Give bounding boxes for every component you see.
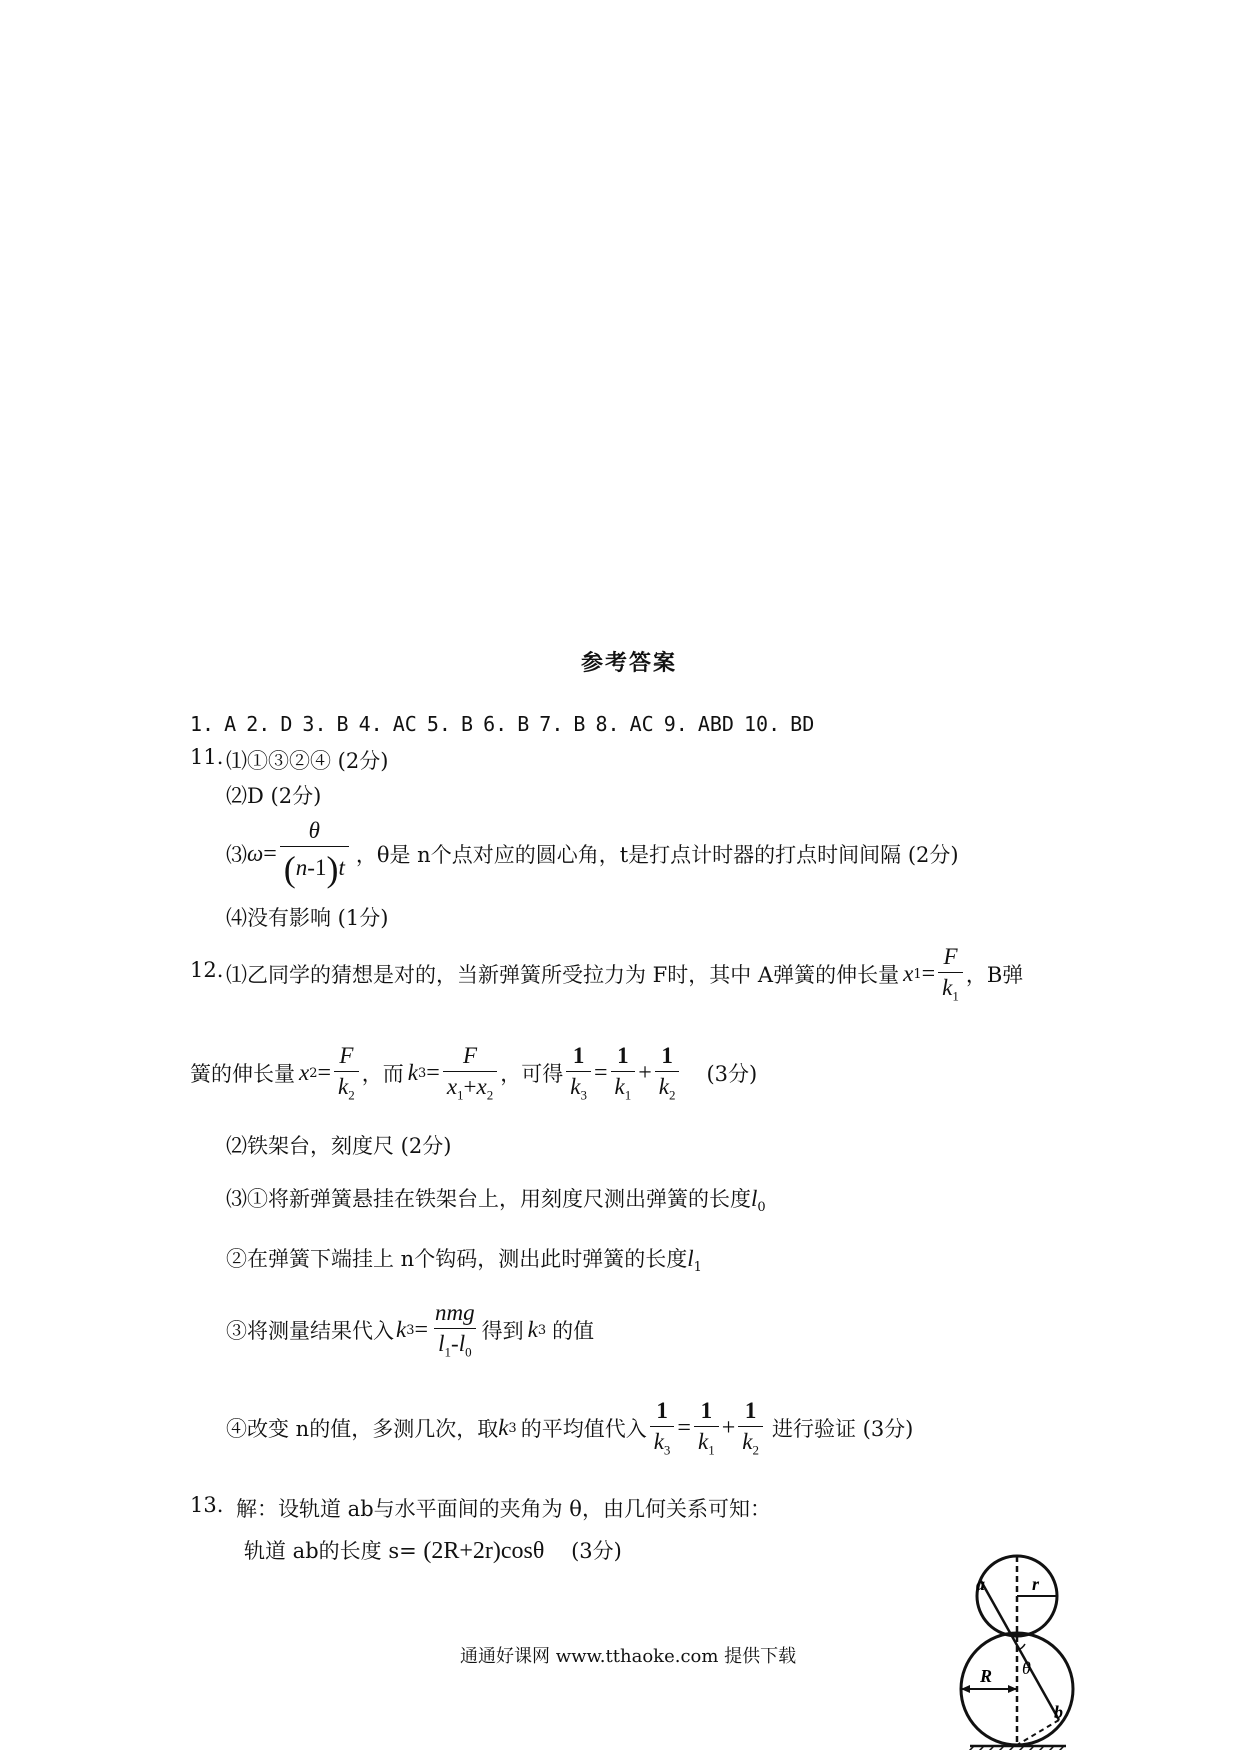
track-diagram bbox=[950, 1550, 1090, 1750]
q12-part1: ⑴乙同学的猜想是对的，当新弹簧所受拉力为 F时，其中 A弹簧的伸长量 x 1 = $\frac{F}{k_1}$ ，B弹 bbox=[226, 944, 1024, 1005]
label-R: R bbox=[980, 1666, 993, 1686]
inv-k3-fraction: $\frac{1}{k_3}$ bbox=[566, 1043, 591, 1104]
track-ab bbox=[981, 1581, 1059, 1720]
label-b: b bbox=[1054, 1702, 1063, 1722]
q12-part1-text: ⑴乙同学的猜想是对的，当新弹簧所受拉力为 F时，其中 A弹簧的伸长量 bbox=[226, 963, 900, 988]
q12-step2: ②在弹簧下端挂上 n个钩码，测出此时弹簧的长度$l_1$ bbox=[226, 1246, 702, 1276]
label-a: a bbox=[976, 1574, 985, 1594]
q12-part1b-mid1: ，而 bbox=[361, 1062, 404, 1087]
q12-part1b-mid2: ，可得 bbox=[500, 1062, 564, 1087]
q13-line2-score: (3分) bbox=[571, 1539, 622, 1563]
q11-label: 11. bbox=[190, 745, 224, 769]
q12-part1b-score: (3分) bbox=[706, 1062, 758, 1087]
nmg-fraction: $\frac{\text{nmg}}{l_1-l_0}$ bbox=[435, 1300, 475, 1361]
q12-part1-tail: ，B弹 bbox=[965, 963, 1024, 988]
q12-step1: ⑶①将新弹簧悬挂在铁架台上，用刻度尺测出弹簧的长度$l_0$ bbox=[226, 1186, 766, 1216]
theta-numerator: θ bbox=[308, 818, 320, 843]
q11-part1: ⑴①③②④ (2分) bbox=[226, 749, 389, 773]
R-arrow-right bbox=[1008, 1685, 1017, 1693]
q11-part2: ⑵D (2分) bbox=[226, 784, 322, 808]
q11-part3-prefix: ⑶ bbox=[226, 843, 247, 868]
q12-step4-pre: ④改变 n的值，多测几次，取 bbox=[226, 1417, 499, 1442]
inv-k2-fraction: $\frac{1}{k_2}$ bbox=[655, 1043, 680, 1104]
q11-part3-text: θ是 n个点对应的圆心角，t是打点计时器的打点时间间隔 (2分) bbox=[376, 843, 959, 868]
inv-k2-fraction-2: $\frac{1}{k_2}$ bbox=[738, 1398, 763, 1459]
q12-part2: ⑵铁架台，刻度尺 (2分) bbox=[226, 1134, 452, 1158]
q13-label: 13. bbox=[190, 1493, 224, 1517]
q12-part1b-text: 簧的伸长量 bbox=[190, 1062, 295, 1087]
q13-length-expression: (2R+2r)cosθ bbox=[423, 1538, 545, 1564]
omega-denominator: (n-1)t bbox=[280, 846, 349, 890]
q13-line1: 解：设轨道 ab与水平面间的夹角为 θ，由几何关系可知： bbox=[236, 1497, 771, 1521]
q12-step4-post: 进行验证 (3分) bbox=[771, 1417, 914, 1442]
q12-step2-text: ②在弹簧下端挂上 n个钩码，测出此时弹簧的长度 bbox=[226, 1247, 688, 1271]
page-title: 参考答案 bbox=[581, 650, 678, 676]
q13-line2 bbox=[244, 1535, 622, 1565]
q11-part4: ⑷没有影响 (1分) bbox=[226, 906, 389, 930]
omega-fraction bbox=[280, 818, 349, 891]
label-r: r bbox=[1032, 1574, 1040, 1594]
inv-k1-fraction: $\frac{1}{k_1}$ bbox=[611, 1043, 636, 1104]
label-theta: θ bbox=[1022, 1658, 1031, 1678]
q12-label: 12. bbox=[190, 958, 224, 982]
q12-step3: ③将测量结果代入 k 3 = $\frac{\text{nmg}}{l_1-l_0}$ 得到 k 3 的值 bbox=[226, 1300, 595, 1361]
q12-step3-pre: ③将测量结果代入 bbox=[226, 1319, 394, 1344]
q11-part3: ⑶ ω = $\frac{\theta}{(n-1)t}$ ， θ是 n个点对应的圆心角，t是打点计时器的打点时间间隔 (2分) bbox=[226, 818, 959, 890]
q13-line2-pre: 轨道 ab的长度 s= bbox=[244, 1539, 417, 1563]
q12-step1-text: ⑶①将新弹簧悬挂在铁架台上，用刻度尺测出弹簧的长度 bbox=[226, 1187, 751, 1211]
q12-step3-post: 的值 bbox=[552, 1319, 595, 1344]
q12-step3-mid: 得到 bbox=[481, 1319, 524, 1344]
inv-k1-fraction-2: $\frac{1}{k_1}$ bbox=[694, 1398, 719, 1459]
omega-symbol: ω bbox=[247, 841, 264, 867]
equals-sign: = bbox=[263, 840, 277, 867]
k3-fraction: $\frac{F}{x_1+x_2}$ bbox=[443, 1043, 497, 1104]
answers-1-10: 1. A 2. D 3. B 4. AC 5. B 6. B 7. B 8. AC 9. ABD 10. BD bbox=[190, 712, 815, 736]
x2-fraction: $\frac{F}{k_2}$ bbox=[334, 1043, 359, 1104]
inv-k3-fraction-2: $\frac{1}{k_3}$ bbox=[650, 1398, 675, 1459]
q12-step4: ④改变 n的值，多测几次，取 k 3 的平均值代入 $\frac{1}{k_3}$ = $\frac{1}{k_1}$ + $\frac{1}{k_2}$ 进行验证 (3分) bbox=[226, 1398, 914, 1459]
footer-credit: 通通好课网 www.tthaoke.com 提供下载 bbox=[460, 1646, 797, 1667]
q12-step4-mid: 的平均值代入 bbox=[520, 1417, 647, 1442]
x1-fraction: $\frac{F}{k_1}$ bbox=[938, 944, 963, 1005]
q12-part1-cont: 簧的伸长量 x 2 = $\frac{F}{k_2}$ ，而 k 3 = $\frac{F}{x_1+x_2}$ ，可得 $\frac{1}{k_3}$ = $\frac{1}{k_1}$ + $\frac{1}{k_2}$ (3分) bbox=[190, 1043, 758, 1104]
